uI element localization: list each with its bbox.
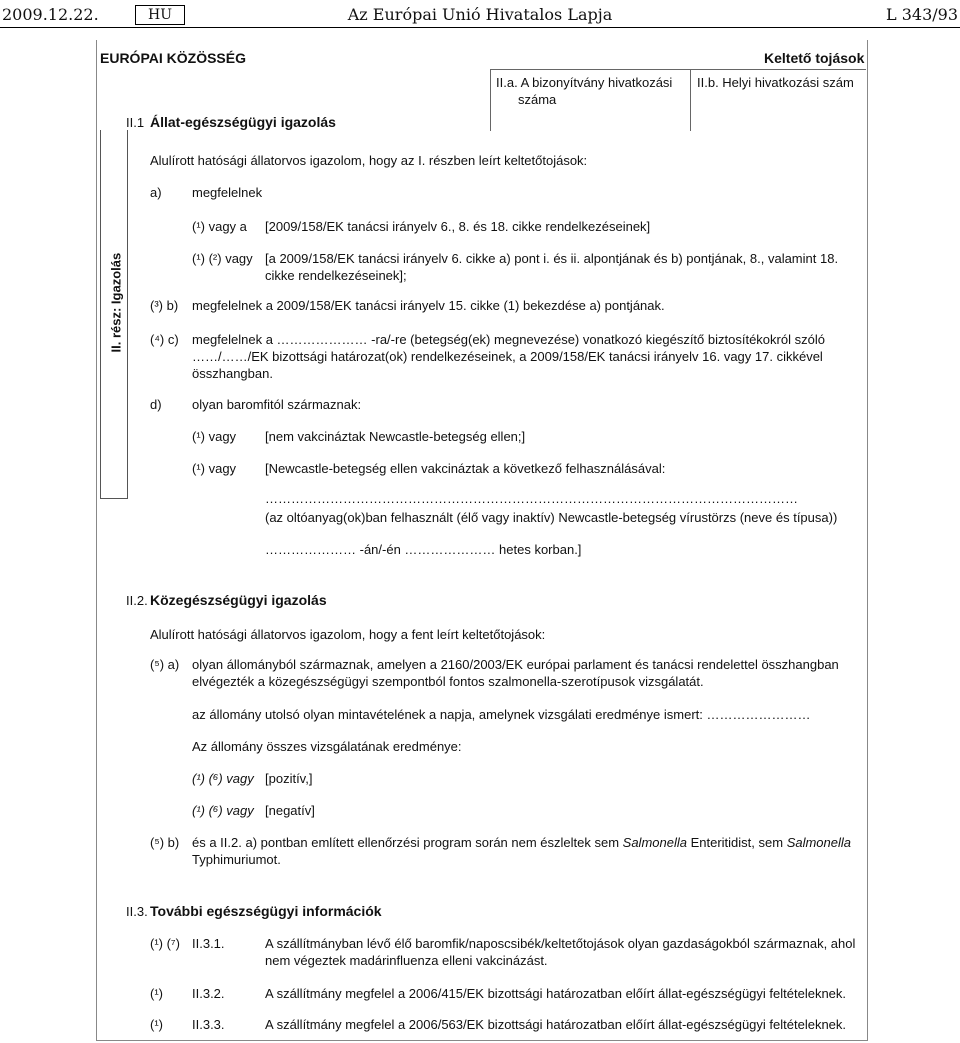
page-header <box>0 0 960 30</box>
item-b-text: megfelelnek a 2009/158/EK tanácsi irányelv 15. cikke (1) bekezdése a) pontjának. <box>192 298 665 313</box>
section-3-title: További egészségügyi információk <box>150 903 382 919</box>
item-c-text: megfelelnek a ………………… -ra/-re (betegség(ek) megnevezése) vonatkozó kiegészítő biztosítékokról szóló ……/……/EK bizottsági határozat(ok) rendelkezéseinek, a 2009/158/EK tanácsi irányelv 16. vagy 17. cikkével összhangban. <box>192 332 825 381</box>
item-a-label: a) <box>150 185 162 200</box>
item-2b-part-1: és a II.2. a) pontban említett ellenőrzési program során nem észleltek sem <box>192 835 623 850</box>
section-2-number: II.2. <box>126 593 148 608</box>
section-1-intro: Alulírott hatósági állatorvos igazolom, hogy az I. részben leírt keltetőtojások: <box>150 153 588 168</box>
section-2-intro: Alulírott hatósági állatorvos igazolom, hogy a fent leírt keltetőtojások: <box>150 627 546 642</box>
ref-a-label-2: száma <box>518 92 557 107</box>
item-d-label: d) <box>150 397 162 412</box>
negative-mark: (¹) (⁶) vagy <box>192 803 254 818</box>
item-d1-text: [nem vakcináztak Newcastle-betegség ellen;] <box>265 429 526 444</box>
results-label: Az állomány összes vizsgálatának eredménye: <box>192 739 462 754</box>
positive-mark: (¹) (⁶) vagy <box>192 771 254 786</box>
journal-title: Az Európai Unió Hivatalos Lapja <box>347 5 613 24</box>
ref-a-label: II.a. A bizonyítvány hivatkozási <box>496 75 673 90</box>
ref-divider-left <box>490 69 491 131</box>
item-d-text: olyan baromfitól származnak: <box>192 397 362 412</box>
positive-text: [pozitív,] <box>265 771 313 786</box>
info-1-text: A szállítmányban lévő élő baromfik/naposcsibék/keltetőtojások olyan gazdaságokból származnak, ahol nem végeztek madárinfluenza elleni vakcinázást. <box>265 936 856 968</box>
publication-date: 2009.12.22. <box>2 5 99 24</box>
info-1-mark: (¹) (⁷) <box>150 936 180 951</box>
vaccine-dots: …………………………………………………………………………………………………………… <box>265 491 798 506</box>
page-number: L 343/93 <box>886 5 958 24</box>
item-d2-mark: (¹) vagy <box>192 461 237 476</box>
side-label: II. rész: Igazolás <box>108 252 124 353</box>
salmonella-1: Salmonella <box>622 835 687 850</box>
ref-divider-mid <box>690 69 691 131</box>
item-d2-text: [Newcastle-betegség ellen vakcináztak a következő felhasználásával: <box>265 461 666 476</box>
section-2-title: Közegészségügyi igazolás <box>150 592 327 608</box>
section-1-number: II.1 <box>126 115 145 130</box>
info-2-number: II.3.2. <box>192 986 225 1001</box>
header-rule <box>0 27 960 28</box>
info-2-text: A szállítmány megfelel a 2006/415/EK bizottsági határozatban előírt állat-egészségügyi feltételeknek. <box>265 986 847 1001</box>
item-a1-mark: (¹) vagy a <box>192 219 247 234</box>
vaccine-note: (az oltóanyag(ok)ban felhasznált (élő vagy inaktív) Newcastle-betegség vírustörzs (neve és típusa)) <box>265 510 838 525</box>
item-a2-mark: (¹) (²) vagy <box>192 251 253 266</box>
product-name: Keltető tojások <box>764 50 865 66</box>
info-2-mark: (¹) <box>150 986 163 1001</box>
ref-top-rule <box>490 69 866 70</box>
item-c-mark: (⁴) c) <box>150 332 179 347</box>
section-3-number: II.3. <box>126 904 148 919</box>
item-2a-mark: (⁵) a) <box>150 657 180 672</box>
item-2b-mark: (⁵) b) <box>150 835 180 850</box>
ref-b-label: II.b. Helyi hivatkozási szám <box>697 75 854 90</box>
item-d1-mark: (¹) vagy <box>192 429 237 444</box>
side-label-box <box>100 130 128 499</box>
section-1-title: Állat-egészségügyi igazolás <box>150 114 336 130</box>
info-3-mark: (¹) <box>150 1017 163 1032</box>
item-a2-text: [a 2009/158/EK tanácsi irányelv 6. cikke a) pont i. és ii. alpontjának és b) pontjának, 8., valamint 18. cikke rendelkezéseinek]; <box>265 251 839 283</box>
language-code: HU <box>135 5 185 25</box>
org-name: EURÓPAI KÖZÖSSÉG <box>100 50 246 66</box>
item-a-text: megfelelnek <box>192 185 263 200</box>
item-2a-text: olyan állományból származnak, amelyen a 2160/2003/EK európai parlament és tanácsi rendelettel összhangban elvégezték a közegészségügyi szempontból fontos szalmonella-szerotípusok vizsgálatát. <box>192 657 839 689</box>
item-2b-part-3: Typhimuriumot. <box>192 852 281 867</box>
salmonella-2: Salmonella <box>786 835 852 850</box>
vaccine-age: ………………… -án/-én ………………… hetes korban.] <box>265 542 582 557</box>
item-b-mark: (³) b) <box>150 298 179 313</box>
info-1-number: II.3.1. <box>192 936 225 951</box>
info-3-text: A szállítmány megfelel a 2006/563/EK bizottsági határozatban előírt állat-egészségügyi feltételeknek. <box>265 1017 847 1032</box>
negative-text: [negatív] <box>265 803 315 818</box>
item-2b-part-2: Enteritidist, sem <box>686 835 787 850</box>
item-2b-text <box>192 834 857 868</box>
item-a1-text: [2009/158/EK tanácsi irányelv 6., 8. és 18. cikke rendelkezéseinek] <box>265 219 651 234</box>
sampling-date: az állomány utolsó olyan mintavételének a napja, amelynek vizsgálati eredménye ismert: …………………… <box>192 707 811 722</box>
info-3-number: II.3.3. <box>192 1017 225 1032</box>
